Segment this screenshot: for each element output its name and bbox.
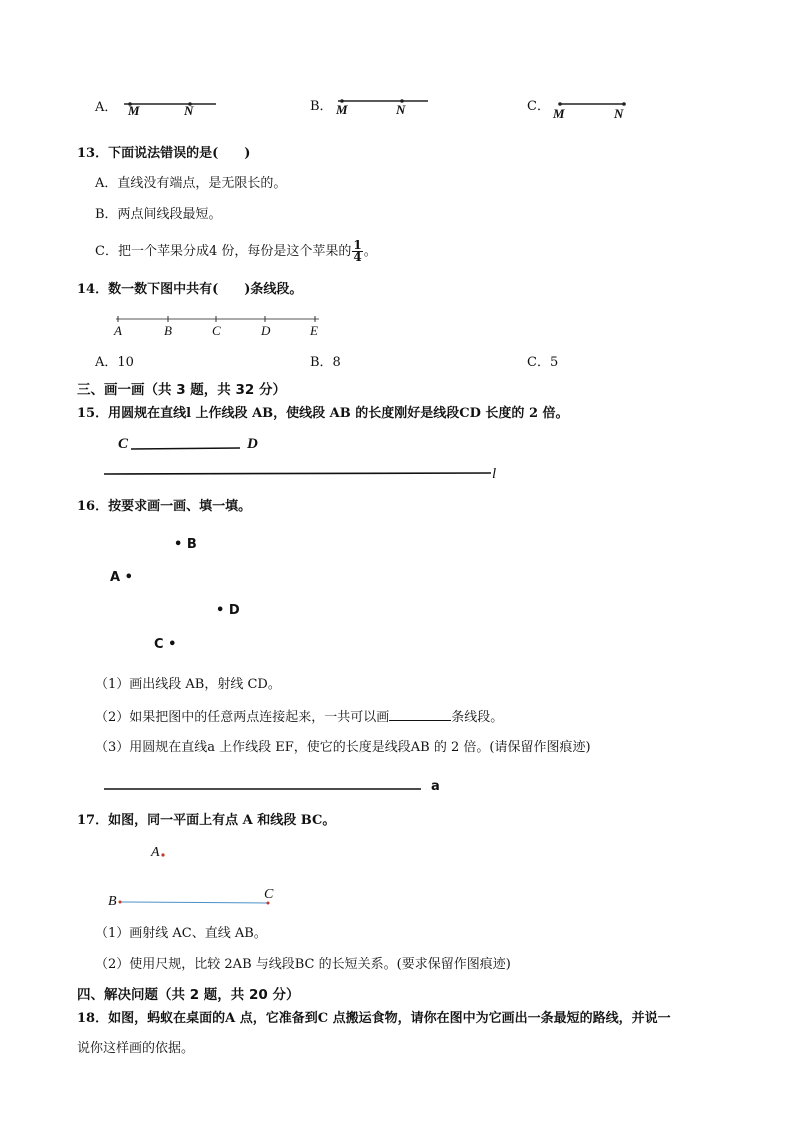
q14-option-b: B．8 [310,355,341,370]
q16-point-a: A • [110,570,133,585]
q13-option-c: C．把一个苹果分成4 份，每份是这个苹果的 $\frac{1}{4}$ 。 [95,238,377,264]
q16-point-d: • D [216,603,240,618]
q16-answer-blank[interactable] [389,708,451,721]
section-3-heading: 三、画一画（共 3 题，共 32 分） [77,382,286,398]
q13-option-a: A．直线没有端点，是无限长的。 [95,176,287,191]
q17-part-2: （2）使用尺规，比较 2AB 与线段BC 的长短关系。(要求保留作图痕迹) [95,957,511,972]
q17-point-c: C [264,887,274,902]
q13-option-b: B．两点间线段最短。 [95,207,222,222]
q12-option-b-figure [334,97,434,111]
q17-point-b: B [108,894,117,909]
q16-part-1: （1）画出线段 AB，射线 CD。 [95,677,281,692]
q17-stem: 17．如图，同一平面上有点 A 和线段 BC。 [77,813,336,828]
q15-point-c: C [118,436,129,452]
q15-point-d: D [247,436,258,452]
q14-point-e: E [310,323,318,338]
q16-part-2: （2）如果把图中的任意两点连接起来，一共可以画 条线段。 [95,710,504,725]
q14-stem: 14．数一数下图中共有( )条线段。 [77,282,303,297]
q14-point-c: C [212,323,221,338]
q13-stem: 13．下面说法错误的是( ) [77,146,251,161]
q16-point-c: C • [154,637,177,652]
q12-option-a-letter: A． [95,100,118,115]
q14-point-d: D [261,323,271,338]
q17-point-a-dot [160,852,166,858]
q14-point-b: B [164,323,172,338]
q16-part-3: （3）用圆规在直线a 上作线段 EF，使它的长度是线段AB 的 2 倍。(请保留作图痕迹) [95,740,591,755]
q16-line-label: a [431,779,440,794]
q17-point-a: A [151,845,160,860]
q14-option-a: A．10 [95,355,134,370]
q15-stem: 15．用圆规在直线l 上作线段 AB，使线段 AB 的长度刚好是线段CD 长度的 2 倍。 [77,406,569,421]
q12-option-c-letter: C． [527,99,550,114]
q16-stem: 16．按要求画一画、填一填。 [77,499,252,514]
q12-option-b-letter: B． [310,99,333,114]
q12-a-point-n: N [184,103,194,118]
q14-segment-figure [114,316,324,322]
q12-a-point-m: M [128,103,140,118]
q14-option-c: C．5 [527,355,559,370]
section-4-heading: 四、解决问题（共 2 题，共 20 分） [77,987,300,1003]
q12-b-point-n: N [396,102,406,117]
q16-point-b: • B [174,537,197,552]
q15-segment-cd [130,446,245,452]
q17-segment-bc [118,898,273,906]
q18-line-1: 18．如图，蚂蚁在桌面的A 点，它准备到C 点搬运食物，请你在图中为它画出一条最短的路线，并说一 [77,1011,671,1026]
q14-point-a: A [114,323,122,338]
q17-part-1: （1）画射线 AC、直线 AB。 [95,926,267,941]
q12-c-point-n: N [614,106,624,121]
q16-line-a [103,786,423,792]
q12-option-c-figure [556,99,636,113]
q12-c-point-m: M [553,106,565,121]
q12-b-point-m: M [336,102,348,117]
q15-line-label: l [492,466,497,482]
fraction-one-quarter: $\frac{1}{4}$ [353,238,362,264]
q18-line-2: 说你这样画的依据。 [77,1041,195,1056]
q15-line-l [103,470,498,478]
